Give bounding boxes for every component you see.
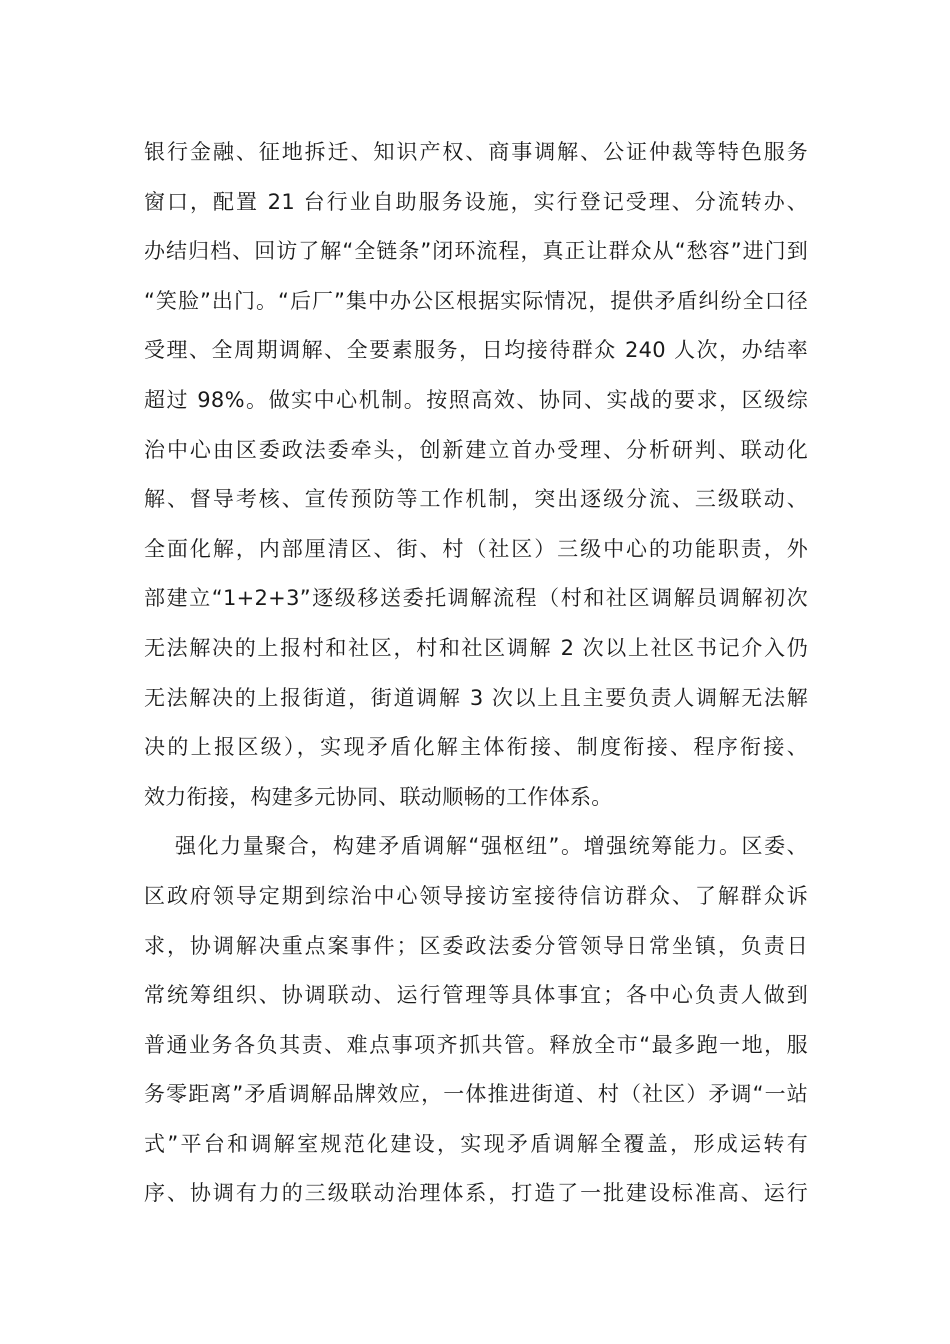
text-line: 务零距离”矛盾调解品牌效应，一体推进街道、村（社区）矛调“一站 <box>144 1082 808 1107</box>
paragraph-start-line: 强化力量聚合，构建矛盾调解“强枢纽”。增强统筹能力。区委、 <box>175 834 808 859</box>
text-line: 全面化解，内部厘清区、街、村（社区）三级中心的功能职责，外 <box>144 536 808 561</box>
text-line: 银行金融、征地拆迁、知识产权、商事调解、公证仲裁等特色服务 <box>144 140 808 164</box>
text-line: 办结归档、回访了解“全链条”闭环流程，真正让群众从“愁容”进门到 <box>144 239 808 264</box>
text-line: 超过 98%。做实中心机制。按照高效、协同、实战的要求，区级综 <box>144 387 808 412</box>
text-line: 无法解决的上报街道，街道调解 3 次以上且主要负责人调解无法解 <box>144 685 808 710</box>
text-line: 解、督导考核、宣传预防等工作机制，突出逐级分流、三级联动、 <box>144 487 808 512</box>
text-line: 窗口，配置 21 台行业自助服务设施，实行登记受理、分流转办、 <box>144 189 808 214</box>
text-line: “笑脸”出门。“后厂”集中办公区根据实际情况，提供矛盾纠纷全口径 <box>144 288 808 313</box>
text-line: 决的上报区级），实现矛盾化解主体衔接、制度衔接、程序衔接、 <box>144 735 808 760</box>
text-line: 序、协调有力的三级联动治理体系，打造了一批建设标准高、运行 <box>144 1181 808 1206</box>
text-line: 无法解决的上报村和社区，村和社区调解 2 次以上社区书记介入仍 <box>144 635 808 660</box>
body-text <box>144 128 808 1219</box>
text-line: 部建立“1+2+3”逐级移送委托调解流程（村和社区调解员调解初次 <box>144 586 808 611</box>
paragraph-end-line: 效力衔接，构建多元协同、联动顺畅的工作体系。 <box>144 784 613 809</box>
text-line: 式”平台和调解室规范化建设，实现矛盾调解全覆盖，形成运转有 <box>144 1131 808 1156</box>
text-line: 区政府领导定期到综治中心领导接访室接待信访群众、了解群众诉 <box>144 883 808 908</box>
text-line: 治中心由区委政法委牵头，创新建立首办受理、分析研判、联动化 <box>144 437 808 462</box>
text-line: 普通业务各负其责、难点事项齐抓共管。释放全市“最多跑一地，服 <box>144 1032 808 1057</box>
text-line: 常统筹组织、协调联动、运行管理等具体事宜；各中心负责人做到 <box>144 983 808 1008</box>
text-line: 受理、全周期调解、全要素服务，日均接待群众 240 人次，办结率 <box>144 338 808 363</box>
text-line: 求，协调解决重点案事件；区委政法委分管领导日常坐镇，负责日 <box>144 933 808 958</box>
